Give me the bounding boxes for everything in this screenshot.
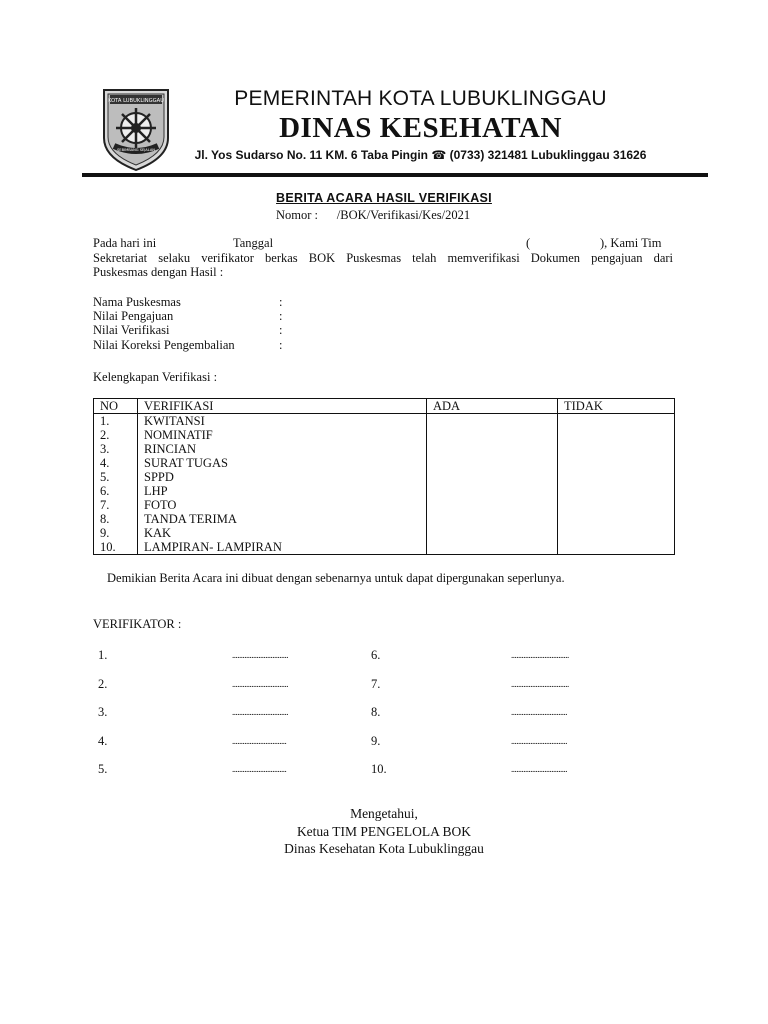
table-row [94, 484, 675, 498]
row-tidak-cell [558, 540, 675, 555]
header-tidak: TIDAK [558, 399, 675, 414]
row-tidak-cell [558, 442, 675, 456]
row-ada-cell [427, 484, 558, 498]
verifikator-signature-dots: ................................ [511, 764, 567, 774]
row-ada-cell [427, 442, 558, 456]
address-phone: (0733) 321481 Lubuklinggau 31626 [449, 148, 647, 162]
row-tidak-cell [558, 512, 675, 526]
verifikator-number: 3. [98, 705, 108, 719]
verifikator-signature-dots: ................................. [511, 679, 569, 689]
verifikator-number: 1. [98, 648, 108, 662]
table-row [94, 526, 675, 540]
signature-office: Dinas Kesehatan Kota Lubuklinggau [284, 841, 484, 856]
table-row [94, 512, 675, 526]
verifikator-number: 7. [371, 677, 381, 691]
table-row [94, 540, 675, 555]
row-item: NOMINATIF [138, 428, 427, 442]
logo-text-top: KOTA LUBUKLINGGAU [107, 98, 165, 104]
row-item: SURAT TUGAS [138, 456, 427, 470]
verifikator-number: 2. [98, 677, 108, 691]
verification-table [93, 398, 675, 555]
row-item: LAMPIRAN- LAMPIRAN [138, 540, 427, 555]
row-no: 9. [94, 526, 138, 540]
row-item: SPPD [138, 470, 427, 484]
table-row [94, 442, 675, 456]
field-colon: : [279, 309, 283, 323]
header-ada: ADA [427, 399, 558, 414]
row-ada-cell [427, 526, 558, 540]
signature-acknowledged: Mengetahui, [350, 806, 418, 821]
row-ada-cell [427, 428, 558, 442]
row-no: 1. [94, 414, 138, 429]
table-header-row [94, 399, 675, 414]
row-no: 10. [94, 540, 138, 555]
row-no: 7. [94, 498, 138, 512]
document-number: Nomor : /BOK/Verifikasi/Kes/2021 [276, 208, 471, 222]
intro-day-label: Pada hari ini [93, 236, 157, 250]
verifikator-signature-dots: ................................ [232, 650, 288, 660]
row-tidak-cell [558, 484, 675, 498]
table-row [94, 456, 675, 470]
verifikator-number: 6. [371, 648, 381, 662]
document-title: BERITA ACARA HASIL VERIFIKASI [276, 191, 492, 205]
row-no: 6. [94, 484, 138, 498]
field-label-nilai-verifikasi: Nilai Verifikasi [93, 323, 170, 337]
intro-paren-close: ), Kami Tim [600, 236, 662, 250]
field-colon: : [279, 323, 283, 337]
verifikator-number: 8. [371, 705, 381, 719]
table-row [94, 428, 675, 442]
phone-icon: ☎ [431, 148, 447, 162]
signature-position: Ketua TIM PENGELOLA BOK [296, 824, 472, 839]
row-no: 8. [94, 512, 138, 526]
verifikator-number: 10. [371, 762, 387, 776]
verifikator-number: 5. [98, 762, 108, 776]
field-colon: : [279, 338, 283, 352]
row-no: 4. [94, 456, 138, 470]
row-tidak-cell [558, 456, 675, 470]
city-emblem-logo [100, 86, 172, 172]
intro-line-2: Sekretariat selaku verifikator berkas BOK Puskesmas telah memverifikasi Dokumen pengajuan dari [93, 251, 673, 265]
row-ada-cell [427, 414, 558, 429]
table-row [94, 498, 675, 512]
row-ada-cell [427, 512, 558, 526]
row-ada-cell [427, 540, 558, 555]
kelengkapan-label: Kelengkapan Verifikasi : [93, 370, 218, 384]
header-verifikasi: VERIFIKASI [138, 399, 427, 414]
table-row [94, 414, 675, 429]
office-title: DINAS KESEHATAN [279, 112, 562, 144]
row-tidak-cell [558, 428, 675, 442]
row-ada-cell [427, 470, 558, 484]
row-no: 2. [94, 428, 138, 442]
verifikator-signature-dots: ................................. [511, 650, 569, 660]
row-ada-cell [427, 498, 558, 512]
verifikator-number: 4. [98, 734, 108, 748]
row-tidak-cell [558, 526, 675, 540]
verifikator-signature-dots: ............................... [232, 736, 287, 746]
field-label-nama-puskesmas: Nama Puskesmas [93, 295, 181, 309]
table-row [94, 470, 675, 484]
intro-paren-open: ( [526, 236, 531, 250]
address-line [178, 148, 663, 162]
government-title: PEMERINTAH KOTA LUBUKLINGGAU [234, 87, 607, 110]
verifikator-signature-dots: ............................... [232, 764, 287, 774]
row-no: 5. [94, 470, 138, 484]
header-divider [82, 173, 708, 177]
field-colon: : [279, 295, 283, 309]
intro-date-label: Tanggal [233, 236, 274, 250]
row-no: 3. [94, 442, 138, 456]
row-ada-cell [427, 456, 558, 470]
row-item: LHP [138, 484, 427, 498]
row-item: KAK [138, 526, 427, 540]
row-tidak-cell [558, 414, 675, 429]
verifikator-signature-dots: ................................ [511, 707, 567, 717]
verifikator-signature-dots: ................................ [232, 679, 288, 689]
row-tidak-cell [558, 470, 675, 484]
verifikator-signature-dots: ................................ [232, 707, 288, 717]
closing-statement: Demikian Berita Acara ini dibuat dengan sebenarnya untuk dapat dipergunakan seperlunya. [107, 571, 565, 585]
logo-text-bottom: SEBIMBANG SEJALAN [117, 148, 155, 152]
verifikator-number: 9. [371, 734, 381, 748]
address-street: Jl. Yos Sudarso No. 11 KM. 6 Taba Pingin [194, 148, 428, 162]
header-no: NO [94, 399, 138, 414]
verifikator-label: VERIFIKATOR : [93, 617, 182, 631]
row-item: FOTO [138, 498, 427, 512]
field-label-nilai-koreksi: Nilai Koreksi Pengembalian [93, 338, 235, 352]
verifikator-signature-dots: ................................ [511, 736, 567, 746]
row-tidak-cell [558, 498, 675, 512]
intro-line-3: Puskesmas dengan Hasil : [93, 265, 224, 279]
row-item: TANDA TERIMA [138, 512, 427, 526]
row-item: KWITANSI [138, 414, 427, 429]
field-label-nilai-pengajuan: Nilai Pengajuan [93, 309, 174, 323]
row-item: RINCIAN [138, 442, 427, 456]
